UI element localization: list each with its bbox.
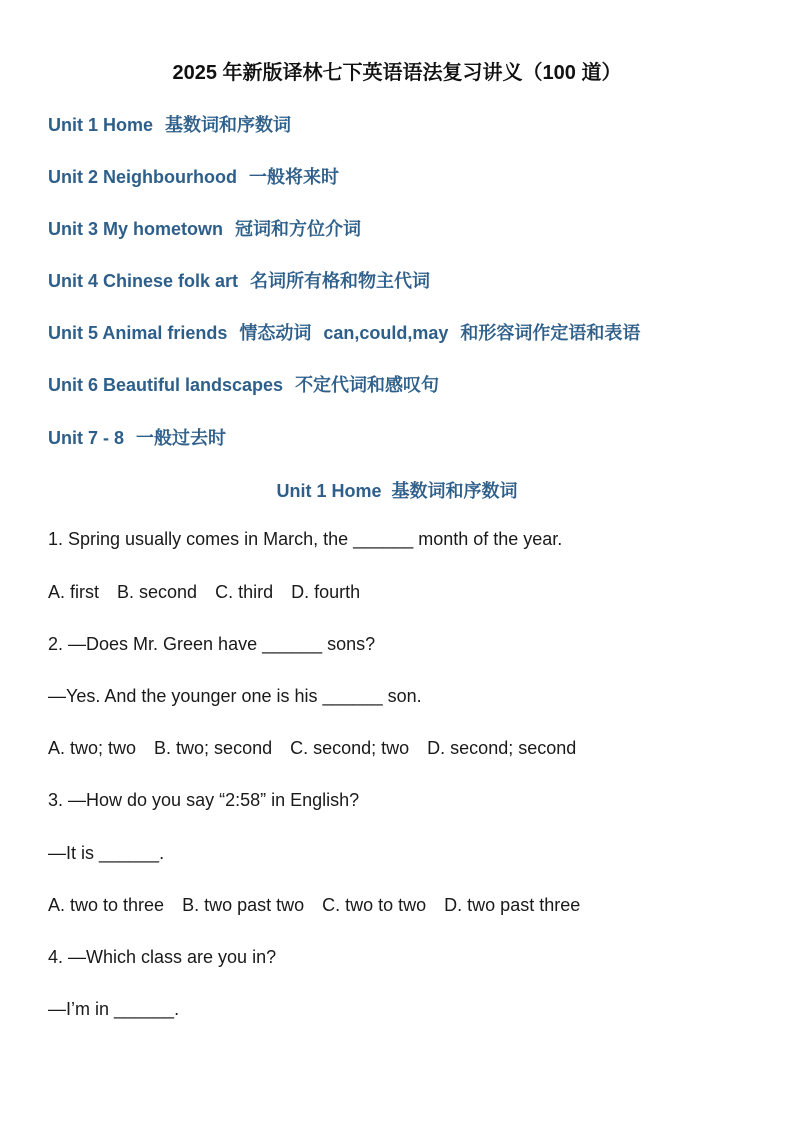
option-c: C. third <box>215 582 274 602</box>
option-d: D. second; second <box>427 738 577 758</box>
toc-topic: 冠词和方位介词 <box>235 219 361 239</box>
toc-unit-label: Unit 7 - 8 <box>48 428 125 448</box>
toc-item-unit-5 <box>48 319 640 345</box>
option-d: D. fourth <box>291 582 361 602</box>
toc-unit-label: Unit 4 Chinese folk art <box>48 271 239 291</box>
toc-topic: 一般将来时 <box>248 167 339 187</box>
toc-unit-label: Unit 3 My hometown <box>48 219 223 239</box>
section-unit-label: Unit 1 Home <box>276 481 382 501</box>
question-3-reply: —It is ______. <box>48 843 165 863</box>
option-b: B. two; second <box>154 738 273 758</box>
option-d: D. two past three <box>444 895 581 915</box>
question-2-reply: —Yes. And the younger one is his ______ son. <box>48 686 422 706</box>
option-b: B. second <box>117 582 198 602</box>
toc-topic-continued: 和形容词作定语和表语 <box>460 323 641 343</box>
toc-item-unit-3 <box>48 215 361 241</box>
toc-item-unit-4 <box>48 267 430 293</box>
toc-unit-label: Unit 5 Animal friends <box>48 323 228 343</box>
option-b: B. two past two <box>182 895 305 915</box>
document-title: 2025 年新版译林七下英语语法复习讲义（100 道） <box>172 62 622 84</box>
question-1-stem: 1. Spring usually comes in March, the ______ month of the year. <box>48 529 563 549</box>
toc-topic-extra: can,could,may <box>323 323 449 343</box>
toc-item-unit-6 <box>48 371 439 397</box>
question-2-stem: 2. —Does Mr. Green have ______ sons? <box>48 634 376 654</box>
toc-unit-label: Unit 2 Neighbourhood <box>48 167 237 187</box>
toc-item-unit-1 <box>48 111 291 137</box>
question-4-reply: —I’m in ______. <box>48 999 180 1019</box>
toc-topic: 基数词和序数词 <box>165 115 292 135</box>
option-a: A. two; two <box>48 738 137 758</box>
section-topic: 基数词和序数词 <box>391 481 518 501</box>
question-4-stem: 4. —Which class are you in? <box>48 947 277 967</box>
section-heading <box>0 477 794 503</box>
toc-topic: 情态动词 <box>239 323 312 343</box>
option-a: A. two to three <box>48 895 165 915</box>
toc-topic: 名词所有格和物主代词 <box>250 271 431 291</box>
toc-topic: 一般过去时 <box>136 428 227 448</box>
option-a: A. first <box>48 582 100 602</box>
toc-unit-label: Unit 6 Beautiful landscapes <box>48 375 284 395</box>
question-2-options <box>48 738 594 759</box>
question-1-options <box>48 582 378 603</box>
toc-topic: 不定代词和感叹句 <box>295 375 440 395</box>
toc-item-unit-2 <box>48 163 339 189</box>
question-3-stem: 3. —How do you say “2:58” in English? <box>48 790 360 810</box>
option-c: C. second; two <box>290 738 410 758</box>
toc-item-unit-7-8 <box>48 424 226 450</box>
question-3-options <box>48 895 598 916</box>
toc-unit-label: Unit 1 Home <box>48 115 154 135</box>
option-c: C. two to two <box>322 895 427 915</box>
